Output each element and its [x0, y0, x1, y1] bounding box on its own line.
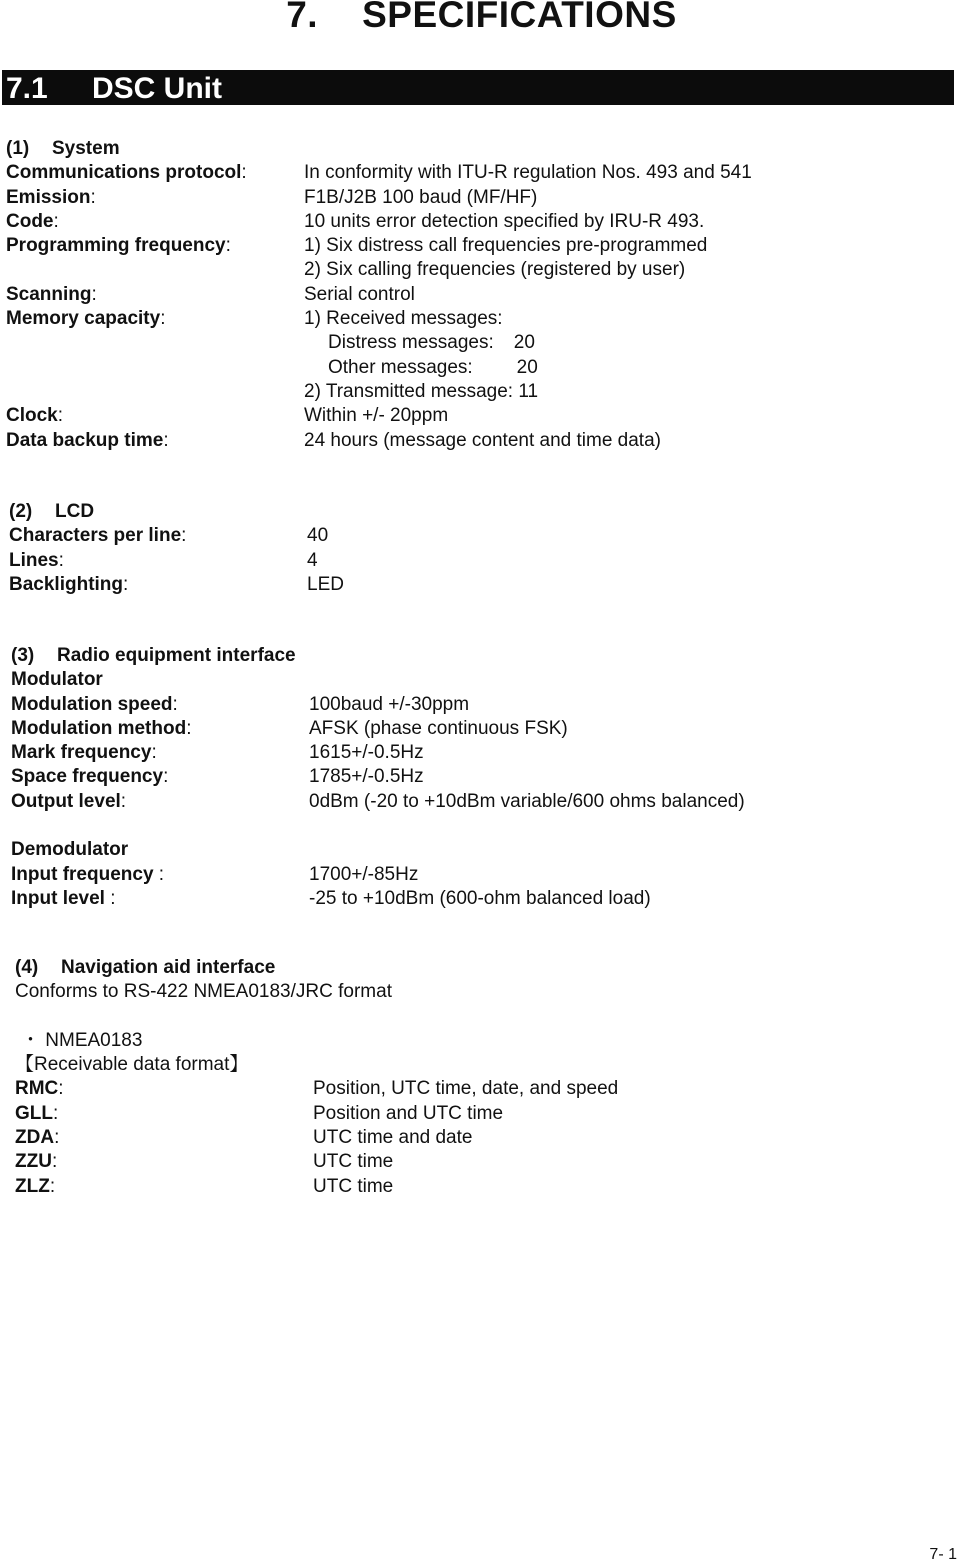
spec-label: Clock: [6, 405, 58, 427]
spec-row: Data backup time: 24 hours (message content and time data): [6, 429, 661, 451]
spec-value: Position and UTC time: [313, 1102, 504, 1124]
radio-heading: (3) Radio equipment interface: [11, 645, 296, 666]
spec-value: 2) Six calling frequencies (registered by user): [304, 259, 686, 281]
spec-value: Within +/- 20ppm: [304, 405, 449, 427]
spec-row: ZZU: UTC time: [15, 1151, 394, 1173]
spec-label: Modulation method: [11, 717, 187, 739]
spec-label: Communications protocol: [6, 162, 242, 184]
spec-value: F1B/J2B 100 baud (MF/HF): [304, 186, 538, 208]
spec-value: 4: [307, 549, 318, 571]
spec-count: 20: [513, 332, 535, 354]
spec-row: Output level: 0dBm (-20 to +10dBm variable/600 ohms balanced): [11, 790, 745, 812]
spec-row: Memory capacity: 1) Received messages:: [6, 308, 503, 330]
spec-label: Memory capacity: [6, 308, 161, 330]
spec-value: 1615+/-0.5Hz: [309, 742, 424, 764]
format-title: 【Receivable data format】: [15, 1054, 249, 1076]
spec-row: [6, 356, 963, 380]
spec-row: Communications protocol: In conformity with ITU-R regulation Nos. 493 and 541: [6, 162, 752, 184]
spec-value: UTC time: [313, 1151, 394, 1173]
spec-label: Space frequency: [11, 766, 164, 788]
spec-value: 0dBm (-20 to +10dBm variable/600 ohms balanced): [309, 790, 745, 812]
spacer: [11, 814, 963, 838]
spec-row: Modulation speed: 100baud +/-30ppm: [11, 693, 470, 715]
spec-label: Characters per line: [9, 525, 182, 547]
spec-row: Scanning: Serial control: [6, 283, 415, 305]
spec-label: Backlighting: [9, 573, 124, 595]
spec-value: AFSK (phase continuous FSK): [309, 717, 568, 739]
lcd-heading: (2) LCD: [9, 501, 95, 522]
spec-row: Space frequency: 1785+/-0.5Hz: [11, 766, 424, 788]
spec-row: Lines: 4: [9, 549, 318, 571]
system-heading: (1) System: [6, 138, 120, 159]
spec-value: 1700+/-85Hz: [309, 863, 419, 885]
spec-value: 1) Received messages:: [304, 308, 503, 330]
nmea-bullet: ・ NMEA0183: [21, 1029, 143, 1051]
spec-row: Code: 10 units error detection specified by IRU-R 493.: [6, 210, 705, 232]
spec-value: 1) Six distress call frequencies pre-programmed: [304, 235, 708, 257]
chapter-title: [0, 0, 963, 36]
page-number: 7- 1: [929, 1546, 957, 1563]
spec-row: ZDA: UTC time and date: [15, 1127, 473, 1149]
section-title: DSC Unit: [92, 72, 222, 105]
spec-value: Position, UTC time, date, and speed: [313, 1078, 619, 1100]
spec-value: 10 units error detection specified by IRU-R 493.: [304, 210, 705, 232]
system-section: [6, 137, 963, 453]
spec-label: Input level: [11, 887, 105, 909]
spacer: [15, 1005, 963, 1029]
spec-value: Distress messages:: [328, 332, 494, 354]
spec-row: Modulation method: AFSK (phase continuous FSK): [11, 717, 568, 739]
spec-value: 40: [307, 525, 329, 547]
spec-label: Mark frequency: [11, 742, 152, 764]
spec-value: 24 hours (message content and time data): [304, 429, 661, 451]
spec-label: ZDA: [15, 1127, 55, 1149]
spec-row: Input frequency : 1700+/-85Hz: [11, 863, 419, 885]
spec-value: Other messages:: [328, 356, 473, 378]
section-bar: [2, 70, 954, 105]
spec-label: Data backup time: [6, 429, 164, 451]
spec-label: ZLZ: [15, 1175, 50, 1197]
spec-value: 100baud +/-30ppm: [309, 693, 470, 715]
spec-label: Emission: [6, 186, 91, 208]
spec-row: [6, 331, 963, 355]
section-number: 7.1: [6, 72, 48, 105]
chapter-number: 7.: [286, 0, 319, 35]
spec-row: ZLZ: UTC time: [15, 1175, 394, 1197]
spec-label: GLL: [15, 1102, 53, 1124]
spec-row: Mark frequency: 1615+/-0.5Hz: [11, 742, 424, 764]
spec-label: Lines: [9, 549, 59, 571]
spec-label: Programming frequency: [6, 235, 226, 257]
nav-heading: (4) Navigation aid interface: [15, 957, 276, 978]
spec-row: [6, 258, 963, 282]
spec-value: Serial control: [304, 283, 415, 305]
spec-value: -25 to +10dBm (600-ohm balanced load): [309, 887, 651, 909]
spec-row: GLL: Position and UTC time: [15, 1102, 504, 1124]
spec-label: Code: [6, 210, 54, 232]
spec-label: ZZU: [15, 1151, 52, 1173]
demodulator-heading: Demodulator: [11, 839, 129, 861]
spec-label: Input frequency: [11, 863, 154, 885]
spec-row: Characters per line: 40: [9, 525, 329, 547]
spec-row: Clock: Within +/- 20ppm: [6, 405, 449, 427]
modulator-heading: Modulator: [11, 669, 103, 691]
spec-count: 20: [516, 356, 538, 378]
spec-row: RMC: Position, UTC time, date, and speed: [15, 1078, 619, 1100]
spec-row: Input level : -25 to +10dBm (600-ohm balanced load): [11, 887, 651, 909]
spec-value: UTC time: [313, 1175, 394, 1197]
spec-row: [6, 380, 963, 404]
spec-label: Output level: [11, 790, 121, 812]
nav-conforms: Conforms to RS-422 NMEA0183/JRC format: [15, 981, 392, 1003]
spec-row: Backlighting: LED: [9, 573, 344, 595]
spec-value: LED: [307, 573, 344, 595]
spec-label: Modulation speed: [11, 693, 173, 715]
spec-label: Scanning: [6, 283, 92, 305]
radio-section: [11, 644, 963, 911]
chapter-heading: SPECIFICATIONS: [362, 0, 677, 35]
spec-value: UTC time and date: [313, 1127, 473, 1149]
spec-label: RMC: [15, 1078, 59, 1100]
spec-value: In conformity with ITU-R regulation Nos. 493 and 541: [304, 162, 752, 184]
nav-section: [15, 956, 963, 1199]
spec-row: Emission: F1B/J2B 100 baud (MF/HF): [6, 186, 538, 208]
spec-value: 2) Transmitted message: 11: [304, 380, 539, 402]
spec-value: 1785+/-0.5Hz: [309, 766, 424, 788]
spec-row: Programming frequency: 1) Six distress call frequencies pre-programmed: [6, 235, 708, 257]
lcd-section: [9, 500, 963, 597]
